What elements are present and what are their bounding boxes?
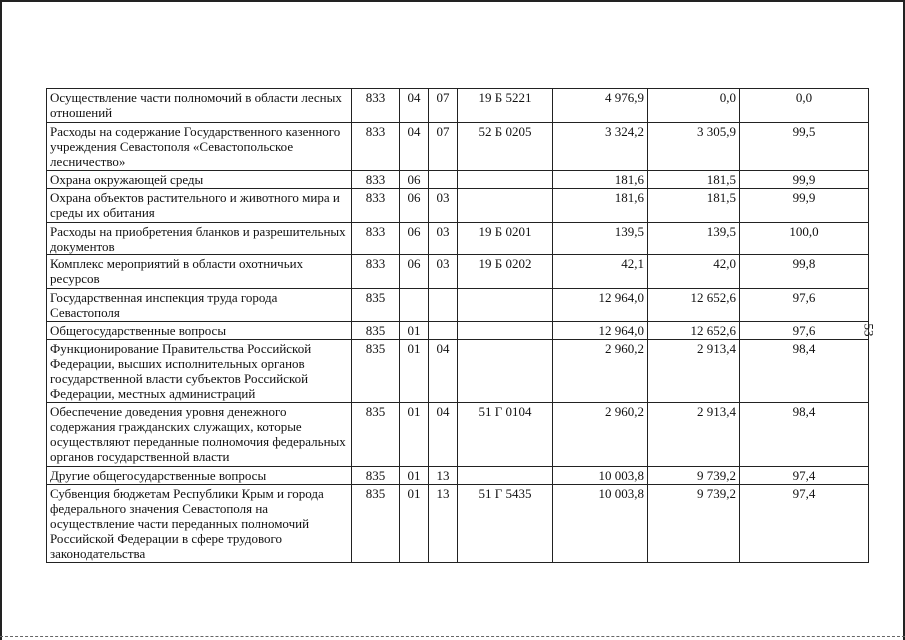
subsection-code-cell: 07 — [429, 89, 458, 123]
section-code-cell: 04 — [400, 123, 429, 171]
execution-percent-cell: 0,0 — [740, 89, 869, 123]
section-code-cell — [400, 289, 429, 322]
expense-name-cell: Другие общегосударственные вопросы — [47, 467, 352, 485]
expense-name-cell: Осуществление части полномочий в области лесных отношений — [47, 89, 352, 123]
target-item-code-cell — [458, 171, 553, 189]
planned-amount-cell: 10 003,8 — [553, 467, 648, 485]
actual-amount-cell: 12 652,6 — [648, 289, 740, 322]
subsection-code-cell — [429, 289, 458, 322]
actual-amount-cell: 3 305,9 — [648, 123, 740, 171]
table-row — [47, 223, 869, 255]
table-row — [47, 289, 869, 322]
department-code-cell: 833 — [352, 189, 400, 223]
budget-execution-table — [46, 88, 869, 563]
actual-amount-cell: 0,0 — [648, 89, 740, 123]
table-row — [47, 340, 869, 403]
actual-amount-cell: 2 913,4 — [648, 403, 740, 467]
execution-percent-cell: 97,4 — [740, 467, 869, 485]
subsection-code-cell — [429, 171, 458, 189]
actual-amount-cell: 139,5 — [648, 223, 740, 255]
section-code-cell: 01 — [400, 340, 429, 403]
table-row — [47, 403, 869, 467]
subsection-code-cell: 04 — [429, 340, 458, 403]
actual-amount-cell: 2 913,4 — [648, 340, 740, 403]
planned-amount-cell: 2 960,2 — [553, 340, 648, 403]
planned-amount-cell: 4 976,9 — [553, 89, 648, 123]
execution-percent-cell: 99,8 — [740, 255, 869, 289]
execution-percent-cell: 97,6 — [740, 289, 869, 322]
target-item-code-cell: 52 Б 0205 — [458, 123, 553, 171]
execution-percent-cell: 100,0 — [740, 223, 869, 255]
subsection-code-cell: 07 — [429, 123, 458, 171]
target-item-code-cell — [458, 467, 553, 485]
expense-name-cell: Функционирование Правительства Российской Федерации, высших исполнительных органов государственной власти субъектов Российской Федерации, местных администраций — [47, 340, 352, 403]
table-row — [47, 189, 869, 223]
target-item-code-cell: 51 Г 5435 — [458, 485, 553, 563]
expense-name-cell: Субвенция бюджетам Республики Крым и города федерального значения Севастополя на осуществление части переданных полномочий Российской Федерации в сфере трудового законодательства — [47, 485, 352, 563]
target-item-code-cell: 19 Б 0202 — [458, 255, 553, 289]
scan-bottom-edge — [0, 636, 905, 637]
table-row — [47, 322, 869, 340]
department-code-cell: 833 — [352, 223, 400, 255]
department-code-cell: 833 — [352, 123, 400, 171]
target-item-code-cell: 19 Б 5221 — [458, 89, 553, 123]
section-code-cell: 06 — [400, 223, 429, 255]
table-row — [47, 123, 869, 171]
section-code-cell: 04 — [400, 89, 429, 123]
execution-percent-cell: 99,9 — [740, 171, 869, 189]
expense-name-cell: Общегосударственные вопросы — [47, 322, 352, 340]
execution-percent-cell: 99,5 — [740, 123, 869, 171]
subsection-code-cell: 03 — [429, 189, 458, 223]
table-row — [47, 171, 869, 189]
planned-amount-cell: 10 003,8 — [553, 485, 648, 563]
department-code-cell: 835 — [352, 340, 400, 403]
department-code-cell: 835 — [352, 289, 400, 322]
expense-name-cell: Охрана объектов растительного и животного мира и среды их обитания — [47, 189, 352, 223]
section-code-cell: 01 — [400, 403, 429, 467]
page-number: 53 — [861, 323, 877, 337]
subsection-code-cell — [429, 322, 458, 340]
table-row — [47, 485, 869, 563]
planned-amount-cell: 42,1 — [553, 255, 648, 289]
actual-amount-cell: 12 652,6 — [648, 322, 740, 340]
section-code-cell: 01 — [400, 467, 429, 485]
expense-name-cell: Комплекс мероприятий в области охотничьих ресурсов — [47, 255, 352, 289]
execution-percent-cell: 99,9 — [740, 189, 869, 223]
subsection-code-cell: 04 — [429, 403, 458, 467]
department-code-cell: 833 — [352, 89, 400, 123]
planned-amount-cell: 139,5 — [553, 223, 648, 255]
actual-amount-cell: 9 739,2 — [648, 467, 740, 485]
department-code-cell: 835 — [352, 467, 400, 485]
expense-name-cell: Расходы на содержание Государственного казенного учреждения Севастополя «Севастопольское лесничество» — [47, 123, 352, 171]
expense-name-cell: Государственная инспекция труда города Севастополя — [47, 289, 352, 322]
execution-percent-cell: 97,4 — [740, 485, 869, 563]
target-item-code-cell — [458, 189, 553, 223]
actual-amount-cell: 181,5 — [648, 189, 740, 223]
table-body — [47, 89, 869, 563]
execution-percent-cell: 97,6 — [740, 322, 869, 340]
department-code-cell: 835 — [352, 403, 400, 467]
section-code-cell: 06 — [400, 171, 429, 189]
planned-amount-cell: 12 964,0 — [553, 289, 648, 322]
department-code-cell: 833 — [352, 171, 400, 189]
table-row — [47, 467, 869, 485]
target-item-code-cell: 51 Г 0104 — [458, 403, 553, 467]
subsection-code-cell: 03 — [429, 255, 458, 289]
subsection-code-cell: 13 — [429, 467, 458, 485]
actual-amount-cell: 42,0 — [648, 255, 740, 289]
planned-amount-cell: 3 324,2 — [553, 123, 648, 171]
section-code-cell: 06 — [400, 189, 429, 223]
department-code-cell: 835 — [352, 322, 400, 340]
expense-name-cell: Охрана окружающей среды — [47, 171, 352, 189]
expense-name-cell: Расходы на приобретения бланков и разрешительных документов — [47, 223, 352, 255]
actual-amount-cell: 181,5 — [648, 171, 740, 189]
execution-percent-cell: 98,4 — [740, 403, 869, 467]
department-code-cell: 835 — [352, 485, 400, 563]
actual-amount-cell: 9 739,2 — [648, 485, 740, 563]
section-code-cell: 06 — [400, 255, 429, 289]
planned-amount-cell: 12 964,0 — [553, 322, 648, 340]
department-code-cell: 833 — [352, 255, 400, 289]
planned-amount-cell: 2 960,2 — [553, 403, 648, 467]
subsection-code-cell: 03 — [429, 223, 458, 255]
section-code-cell: 01 — [400, 322, 429, 340]
table-row — [47, 89, 869, 123]
target-item-code-cell: 19 Б 0201 — [458, 223, 553, 255]
target-item-code-cell — [458, 322, 553, 340]
planned-amount-cell: 181,6 — [553, 189, 648, 223]
subsection-code-cell: 13 — [429, 485, 458, 563]
execution-percent-cell: 98,4 — [740, 340, 869, 403]
target-item-code-cell — [458, 289, 553, 322]
planned-amount-cell: 181,6 — [553, 171, 648, 189]
section-code-cell: 01 — [400, 485, 429, 563]
expense-name-cell: Обеспечение доведения уровня денежного содержания гражданских служащих, которые осуществляют переданные полномочия федеральных органов государственной власти — [47, 403, 352, 467]
target-item-code-cell — [458, 340, 553, 403]
table-row — [47, 255, 869, 289]
